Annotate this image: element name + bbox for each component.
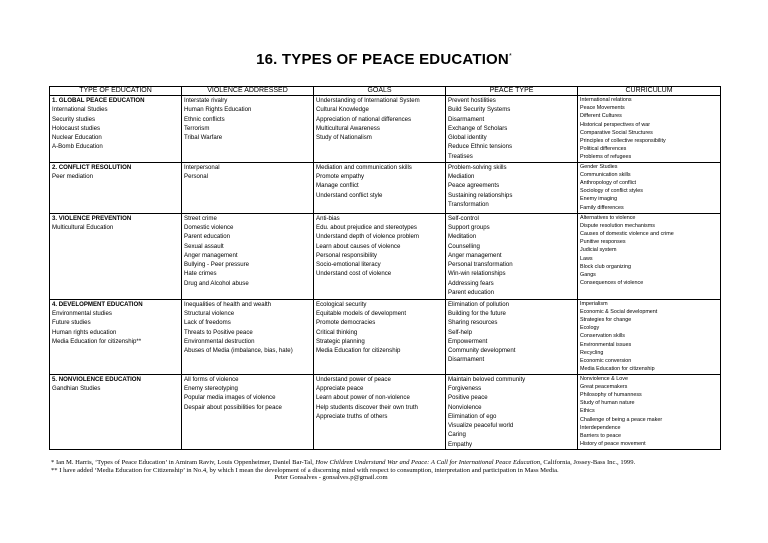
list-item: Positive peace [448,394,488,402]
list-item: Economic conversion [580,358,632,365]
cell-goals [314,374,446,449]
list-item: Parent education [184,233,231,241]
list-item: Peace agreements [448,182,500,190]
list-item: Empowerment [448,337,488,345]
list-item: Enemy stereotyping [184,384,238,392]
list-item: Anthropology of conflict [580,180,637,187]
cell-type [50,213,182,299]
education-type-heading: 3. VIOLENCE PREVENTION [52,214,132,222]
list-item: Transformation [448,200,489,208]
list-item: Family differences [580,204,624,211]
list-item: Support groups [448,223,490,231]
list-item: Human Rights Education [184,106,252,114]
list-item: Principles of collective responsibility [580,138,666,145]
list-item: Interpersonal [184,163,220,171]
list-item: Multicultural Education [52,223,114,231]
list-item: Ecology [580,325,600,332]
list-item: Peace Movements [580,105,625,112]
list-item: Personal transformation [448,261,513,269]
list-item: Gangs [580,272,596,279]
list-item: Learn about causes of violence [316,242,401,250]
list-item: Consequences of violence [580,280,644,287]
list-item: Environmental studies [52,309,112,317]
list-item: Win-win relationships [448,270,506,278]
list-item: A-Bomb Education [52,143,103,151]
cell-violence [182,299,314,374]
list-item: Edu. about prejudice and stereotypes [316,223,417,231]
list-item: Personal responsibility [316,251,377,259]
list-item: Problems of refugees [580,154,632,161]
list-item: Ethnic conflicts [184,115,225,123]
list-item: Lack of freedoms [184,319,231,327]
cell-curriculum [578,213,721,299]
list-item: Future studies [52,319,91,327]
list-item: Disarmament [448,115,485,123]
table-row [50,374,721,449]
list-item: Global identity [448,134,487,142]
list-item: Imperialism [580,300,608,307]
list-item: Empathy [448,440,473,448]
page-title [0,51,768,68]
list-item: Understanding of International System [316,97,420,104]
education-type-heading: 2. CONFLICT RESOLUTION [52,163,132,171]
cell-peace [446,213,578,299]
list-item: Promote empathy [316,172,365,180]
header-curriculum: CURRICULUM [578,87,721,96]
list-item: Multicultural Awareness [316,124,380,132]
list-item: Problem-solving skills [448,163,507,171]
table-row [50,213,721,299]
list-item: Punitive responses [580,239,626,246]
list-item: Building for the future [448,309,506,317]
footnote-1-end: California, Jossey-Bass Inc., 1999. [543,459,636,466]
list-item: Understand cost of violence [316,270,392,278]
list-item: Meditation [448,233,477,241]
list-item: Dispute resolution mechanisms [580,222,655,229]
list-item: Environmental destruction [184,337,255,345]
cell-violence [182,96,314,163]
list-item: Threats to Positive peace [184,328,253,336]
footnote-2: ** I have added ‘Media Education for Citizenship’ in No.4, by which I mean the development of a discerning mind with respect to consumption, interpretation and participation in Mass Media. [51,466,559,474]
list-item: Abuses of Media (imbalance, bias, hate) [184,347,293,355]
list-item: Holocaust studies [52,124,101,132]
cell-type [50,96,182,163]
cell-peace [446,96,578,163]
list-item: Causes of domestic violence and crime [580,231,674,238]
footnote-1 [51,459,635,467]
list-item: Political differences [580,146,627,153]
list-item: Challenge of being a peace maker [580,416,663,423]
list-item: Exchange of Scholars [448,124,508,132]
list-item: Counselling [448,242,480,250]
author-credit: Peter Gonsalves - gonsalves.p@gmail.com [274,474,388,482]
cell-goals [314,299,446,374]
list-item: Sexual assault [184,242,224,250]
list-item: Help students discover their own truth [316,403,418,411]
list-item: Promote democracies [316,319,376,327]
cell-goals [314,96,446,163]
cell-goals [314,162,446,213]
header-goals: GOALS [314,87,446,96]
list-item: Understand depth of violence problem [316,233,419,241]
list-item: Socio-emotional literacy [316,261,381,269]
list-item: Strategic planning [316,337,365,345]
list-item: Mediation and communication skills [316,163,412,171]
list-item: Popular media images of violence [184,394,276,402]
list-item: Reduce Ethnic tensions [448,143,513,151]
list-item: Gandhian Studies [52,384,101,392]
list-item: Economic & Social development [580,308,658,315]
list-item: Nonviolence [448,403,482,411]
peace-education-table [49,86,721,450]
list-item: International relations [580,97,632,103]
list-item: Sociology of conflict styles [580,188,643,195]
list-item: Build Security Systems [448,106,511,114]
list-item: Drug and Alcohol abuse [184,279,249,287]
list-item: Sustaining relationships [448,191,513,199]
list-item: Despair about possibilities for peace [184,403,282,411]
list-item: Block club organizing [580,263,631,270]
list-item: Maintain beloved community [448,375,526,383]
list-item: Treatises [448,152,473,160]
list-item: Strategies for change [580,317,632,324]
list-item: Hate crimes [184,270,217,278]
list-item: Personal [184,172,209,180]
list-item: Disarmament [448,356,485,364]
list-item: Different Cultures [580,113,622,120]
list-item: Forgiveness [448,384,482,392]
list-item: Security studies [52,115,96,123]
list-item: Interdependence [580,424,621,431]
list-item: Media Education for citizenship** [52,337,142,345]
list-item: Peer mediation [52,172,93,180]
list-item: Recycling [580,349,604,356]
table-row [50,162,721,213]
footnote-1-book-title: How Children Understand War and Peace: A Call for International Peace Education, [315,459,542,466]
list-item: Understand power of peace [316,375,391,383]
list-item: Nuclear Education [52,134,102,142]
list-item: Appreciation of national differences [316,115,412,123]
list-item: Interstate rivalry [184,97,228,104]
cell-violence [182,213,314,299]
list-item: Barriers to peace [580,433,622,440]
list-item: Enemy imaging [580,196,618,203]
list-item: Learn about power of non-violence [316,394,410,402]
cell-goals [314,213,446,299]
cell-peace [446,162,578,213]
list-item: Sharing resources [448,319,498,327]
cell-peace [446,299,578,374]
list-item: Critical thinking [316,328,358,336]
list-item: Domestic violence [184,223,234,231]
list-item: Street crime [184,214,217,222]
cell-type [50,299,182,374]
list-item: Mediation [448,172,475,180]
cell-curriculum [578,374,721,449]
list-item: Great peacemakers [580,383,628,390]
education-type-heading: 4. DEVELOPMENT EDUCATION [52,300,143,308]
list-item: Bullying - Peer pressure [184,261,250,269]
list-item: Study of human nature [580,400,635,407]
table-row [50,299,721,374]
list-item: Historical perspectives of war [580,121,651,128]
education-type-heading: 1. GLOBAL PEACE EDUCATION [52,97,145,104]
list-item: Nonviolence & Love [580,375,628,382]
list-item: Philosophy of humanness [580,392,642,399]
table-row [50,96,721,163]
list-item: Parent education [448,289,495,296]
list-item: Caring [448,431,466,439]
cell-violence [182,374,314,449]
list-item: Self-control [448,214,479,222]
education-type-heading: 5. NONVIOLENCE EDUCATION [52,375,141,383]
list-item: Conservation skills [580,333,625,340]
list-item: Alternatives to violence [580,214,636,221]
list-item: Ecological security [316,300,367,308]
title-text: 16. TYPES OF PEACE EDUCATION [256,51,509,68]
list-item: Study of Nationalism [316,134,372,142]
table-header-row [50,87,721,96]
footnote-1-start: * Ian M. Harris, ‘Types of Peace Education’ in Amiram Raviv, Louis Oppenheimer, Daniel Bar-Tal, [51,459,314,466]
list-item: Media Education for citizenship [316,347,401,355]
list-item: Self-help [448,328,473,336]
list-item: Environmental issues [580,341,632,348]
list-item: Community development [448,347,516,355]
title-footnote-mark: * [508,53,512,60]
list-item: Terrorism [184,124,210,132]
list-item: Addressing fears [448,279,494,287]
header-peace-type: PEACE TYPE [446,87,578,96]
list-item: Cultural Knowledge [316,106,369,114]
list-item: Visualize peaceful world [448,422,514,430]
list-item: Appreciate peace [316,384,364,392]
list-item: Structural violence [184,309,235,317]
list-item: Gender Studies [580,163,618,170]
header-violence: VIOLENCE ADDRESSED [182,87,314,96]
list-item: Human rights education [52,328,117,336]
cell-violence [182,162,314,213]
list-item: All forms of violence [184,375,239,383]
cell-curriculum [578,299,721,374]
list-item: Understand conflict style [316,191,383,199]
list-item: Appreciate truths of others [316,412,388,420]
list-item: Equitable models of development [316,309,407,317]
list-item: Manage conflict [316,182,359,190]
list-item: Elimination of pollution [448,300,509,308]
cell-curriculum [578,162,721,213]
list-item: Laws [580,255,593,262]
cell-type [50,374,182,449]
cell-peace [446,374,578,449]
footnotes [51,459,635,482]
list-item: International Studies [52,106,108,114]
list-item: Anger management [184,251,238,259]
list-item: Inequalities of health and wealth [184,300,272,308]
list-item: Media Education for citizenship [580,366,655,373]
list-item: Anger management [448,251,502,259]
cell-type [50,162,182,213]
list-item: Anti-bias [316,214,340,222]
list-item: Prevent hostilities [448,97,496,104]
list-item: Ethics [580,408,595,415]
list-item: Comparative Social Structures [580,129,653,136]
list-item: Tribal Warfare [184,134,223,142]
header-type: TYPE OF EDUCATION [50,87,182,96]
list-item: Elimination of ego [448,412,497,420]
cell-curriculum [578,96,721,163]
list-item: History of peace movement [580,441,646,448]
list-item: Communication skills [580,171,631,178]
list-item: Judicial system [580,247,617,254]
